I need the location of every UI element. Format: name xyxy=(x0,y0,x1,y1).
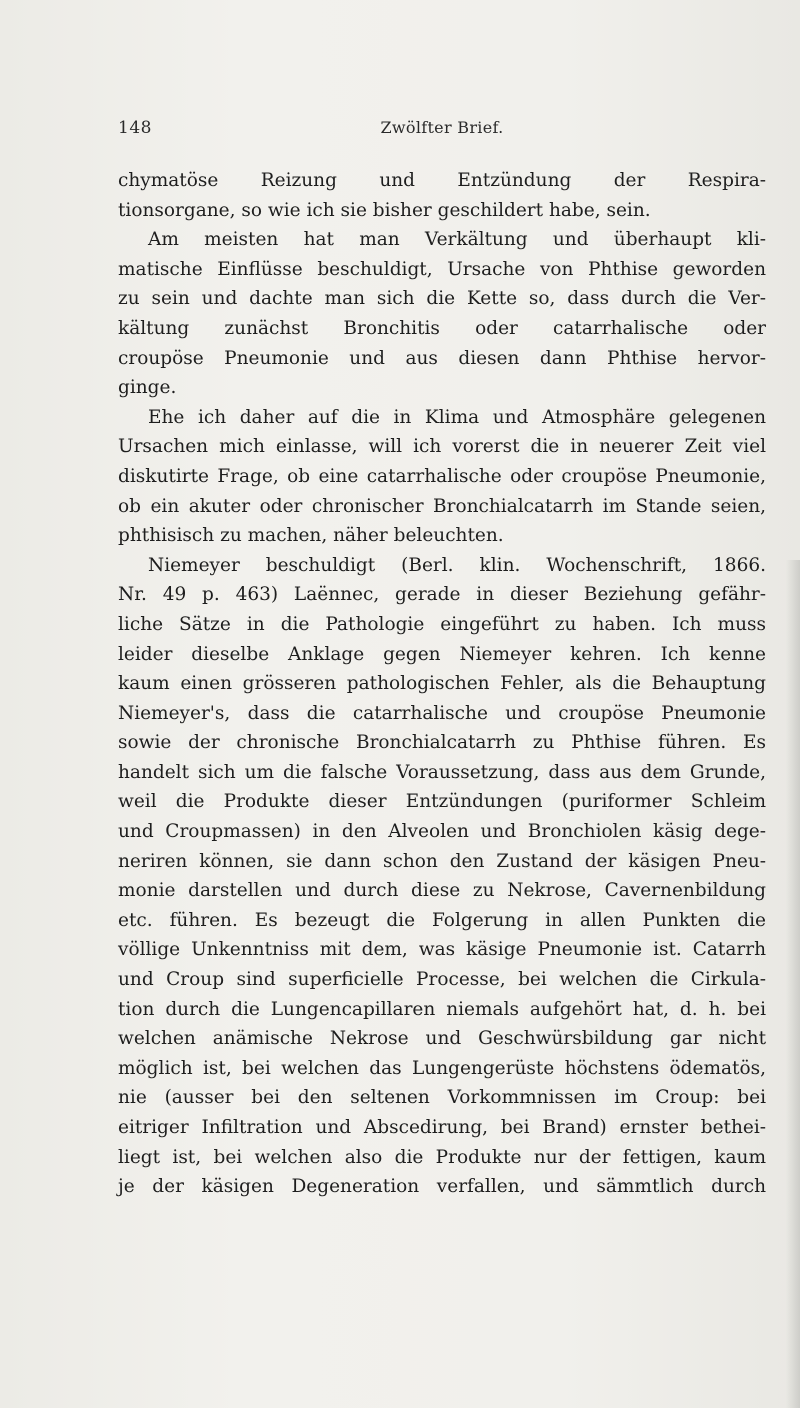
text-line: und Croupmassen) in den Alveolen und Bronchiolen käsig dege- xyxy=(118,821,766,843)
text-line: Niemeyer's, dass die catarrhalische und croupöse Pneumonie xyxy=(118,702,766,724)
text-line: Am meisten hat man Verkältung und überhaupt kli- xyxy=(148,229,766,251)
text-line: je der käsigen Degeneration verfallen, und sämmtlich durch xyxy=(118,1176,766,1198)
text-line: ginge. xyxy=(118,377,177,399)
text-line: sowie der chronische Bronchialcatarrh zu Phthise führen. Es xyxy=(118,732,766,754)
text-line: kältung zunächst Bronchitis oder catarrhalische oder xyxy=(118,317,766,339)
text-line: monie darstellen und durch diese zu Nekrose, Cavernenbildung xyxy=(118,880,766,902)
page-header xyxy=(118,118,766,144)
text-line: leider dieselbe Anklage gegen Niemeyer kehren. Ich kenne xyxy=(118,643,766,665)
page-number: 148 xyxy=(118,118,152,138)
running-head: Zwölfter Brief. xyxy=(380,118,504,137)
text-line: kaum einen grösseren pathologischen Fehler, als die Behauptung xyxy=(118,673,766,695)
text-line: croupöse Pneumonie und aus diesen dann Phthise hervor- xyxy=(118,347,766,369)
text-line: und Croup sind superficielle Processe, bei welchen die Cirkula- xyxy=(118,969,766,991)
text-line: tion durch die Lungencapillaren niemals aufgehört hat, d. h. bei xyxy=(118,998,766,1020)
text-line: zu sein und dachte man sich die Kette so, dass durch die Ver- xyxy=(118,288,766,310)
text-line: Ehe ich daher auf die in Klima und Atmosphäre gelegenen xyxy=(148,406,766,428)
text-line: matische Einflüsse beschuldigt, Ursache von Phthise geworden xyxy=(118,258,766,280)
text-line: eitriger Infiltration und Abscedirung, bei Brand) ernster bethei- xyxy=(118,1117,766,1138)
text-line: liegt ist, bei welchen also die Produkte nur der fettigen, kaum xyxy=(118,1146,766,1168)
text-line: ob ein akuter oder chronischer Bronchialcatarrh im Stande seien, xyxy=(118,495,766,517)
text-line: Niemeyer beschuldigt (Berl. klin. Wochenschrift, 1866. xyxy=(148,554,766,576)
text-line: tionsorgane, so wie ich sie bisher geschildert habe, sein. xyxy=(118,199,651,221)
text-line: nie (ausser bei den seltenen Vorkommnissen im Croup: bei xyxy=(118,1087,766,1109)
text-line: liche Sätze in die Pathologie eingeführt zu haben. Ich muss xyxy=(118,613,766,635)
text-line: Nr. 49 p. 463) Laënnec, gerade in dieser Beziehung gefähr- xyxy=(118,584,766,606)
body-text xyxy=(118,166,766,1202)
text-line: welchen anämische Nekrose und Geschwürsbildung gar nicht xyxy=(118,1028,766,1050)
text-line: Ursachen mich einlasse, will ich vorerst die in neuerer Zeit viel xyxy=(118,436,766,458)
page-edge-shadow xyxy=(786,560,800,1408)
text-line: weil die Produkte dieser Entzündungen (puriformer Schleim xyxy=(118,791,766,813)
text-line: phthisisch zu machen, näher beleuchten. xyxy=(118,525,504,547)
text-line: etc. führen. Es bezeugt die Folgerung in allen Punkten die xyxy=(118,909,766,931)
text-line: völlige Unkenntniss mit dem, was käsige Pneumonie ist. Catarrh xyxy=(118,939,766,961)
text-line: handelt sich um die falsche Voraussetzung, dass aus dem Grunde, xyxy=(118,761,766,783)
text-line: chymatöse Reizung und Entzündung der Respira- xyxy=(118,170,766,191)
text-line: möglich ist, bei welchen das Lungengerüste höchstens ödematös, xyxy=(118,1057,766,1079)
text-line: diskutirte Frage, ob eine catarrhalische oder croupöse Pneumonie, xyxy=(118,465,766,487)
text-line: neriren können, sie dann schon den Zustand der käsigen Pneu- xyxy=(118,850,766,872)
